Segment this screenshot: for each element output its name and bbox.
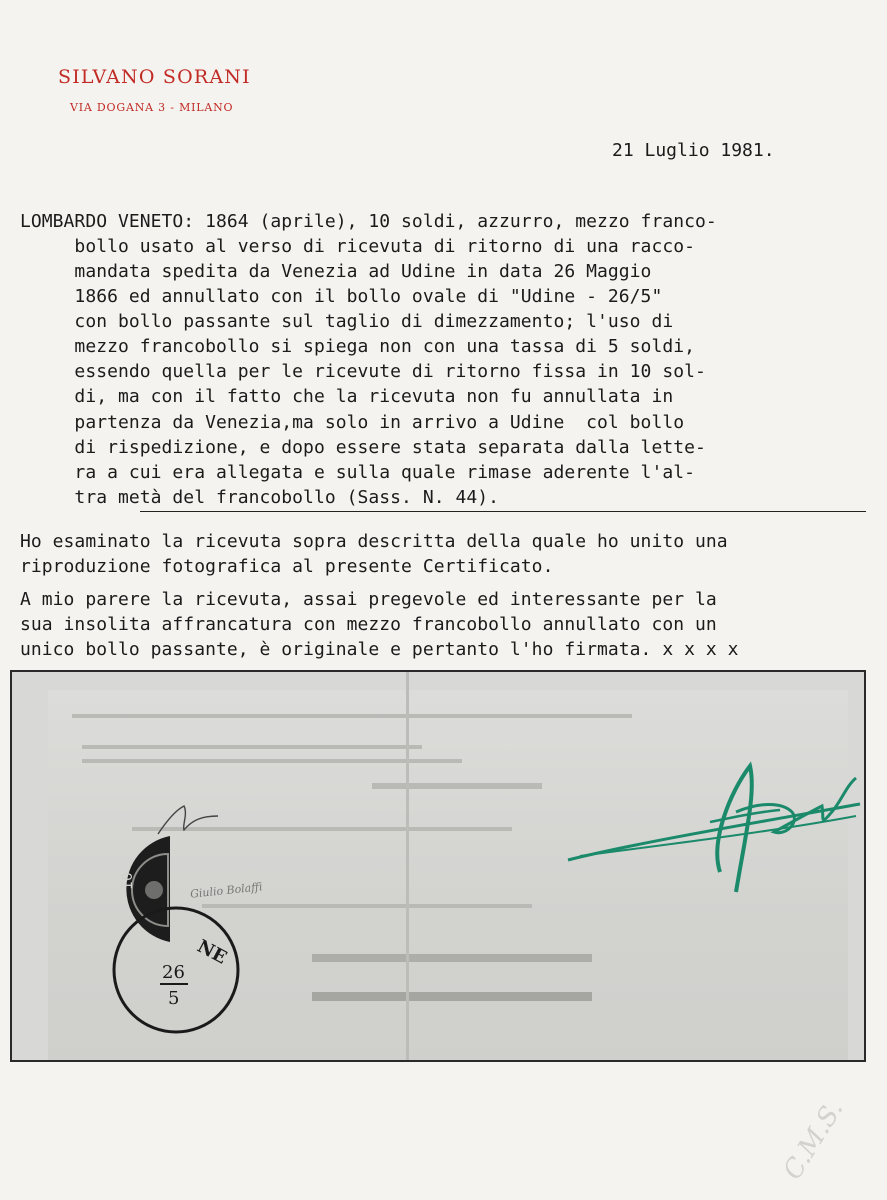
pencil-note: Giulio Bolaffi xyxy=(189,880,264,901)
examined-line: Ho esaminato la ricevuta sopra descritta della quale ho unito una xyxy=(20,531,728,552)
receipt-photo xyxy=(10,670,866,1062)
postmark xyxy=(104,900,254,1040)
printed-text-line xyxy=(82,759,462,763)
postmark-town: NE xyxy=(193,935,231,969)
printed-text-line xyxy=(72,714,632,718)
printed-heading xyxy=(312,992,592,1001)
certificate-date: 21 Luglio 1981. xyxy=(612,140,775,161)
description-underline xyxy=(140,511,866,512)
description-line: mezzo francobollo si spiega non con una tassa di 5 soldi, xyxy=(20,336,695,357)
stamp-value: 10 xyxy=(120,872,136,890)
description-line: di rispedizione, e dopo essere stata separata dalla lette- xyxy=(20,437,706,458)
expert-mark: C.M.S. xyxy=(777,1095,850,1185)
opinion-line: sua insolita affrancatura con mezzo francobollo annullato con un xyxy=(20,614,717,635)
description-line: di, ma con il fatto che la ricevuta non fu annullata in xyxy=(20,386,674,407)
postmark-day: 26 xyxy=(162,962,185,983)
opinion-line: unico bollo passante, è originale e pertanto l'ho firmata. x x x x xyxy=(20,639,739,660)
description-line: partenza da Venezia,ma solo in arrivo a Udine col bollo xyxy=(20,412,685,433)
letterhead-name: SILVANO SORANI xyxy=(58,66,251,88)
description-line: mandata spedita da Venezia ad Udine in data 26 Maggio xyxy=(20,261,652,282)
description-line: ra a cui era allegata e sulla quale rimase aderente l'al- xyxy=(20,462,695,483)
description-line: essendo quella per le ricevute di ritorno fissa in 10 sol- xyxy=(20,361,706,382)
letterhead xyxy=(58,66,251,114)
letterhead-address: VIA DOGANA 3 - MILANO xyxy=(70,101,234,114)
printed-text-line xyxy=(82,745,422,749)
eagle-emblem xyxy=(145,881,163,899)
printed-text-line xyxy=(372,783,542,789)
opinion-line: A mio parere la ricevuta, assai pregevole ed interessante per la xyxy=(20,589,717,610)
description-line: bollo usato al verso di ricevuta di ritorno di una racco- xyxy=(20,236,695,257)
description-line: con bollo passante sul taglio di dimezzamento; l'uso di xyxy=(20,311,674,332)
description-line: LOMBARDO VENETO: 1864 (aprile), 10 soldi, azzurro, mezzo franco- xyxy=(20,211,717,232)
signature xyxy=(560,752,866,912)
paper-fold xyxy=(406,672,409,1062)
description-line: tra metà del francobollo (Sass. N. 44). xyxy=(20,487,500,508)
postmark-month: 5 xyxy=(168,988,180,1009)
description-line: 1866 ed annullato con il bollo ovale di "Udine - 26/5" xyxy=(20,286,663,307)
printed-heading xyxy=(312,954,592,962)
expert-initials xyxy=(154,800,224,840)
examined-line: riproduzione fotografica al presente Certificato. xyxy=(20,556,554,577)
